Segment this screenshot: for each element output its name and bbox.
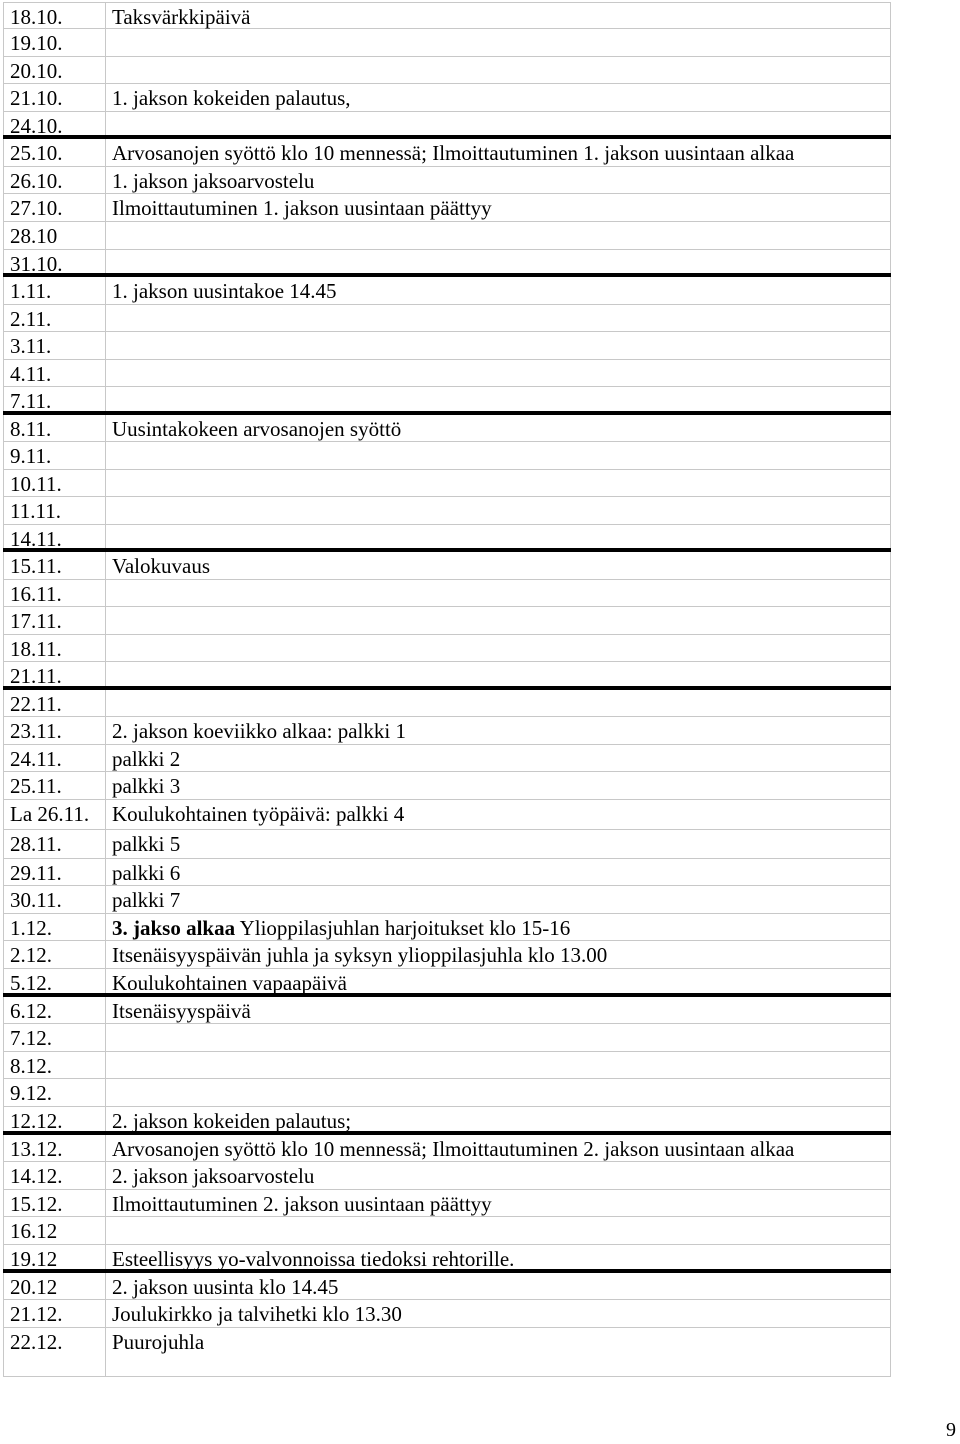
event-cell: 1. jakson uusintakoe 14.45 [106,277,891,304]
table-row [3,277,891,305]
event-cell [106,250,891,273]
table-row [3,1273,891,1300]
date-cell: 21.10. [3,84,106,111]
event-cell [106,470,891,496]
date-cell: 10.11. [3,470,106,496]
table-row [3,859,891,886]
date-cell: 16.11. [3,580,106,606]
date-cell: 11.11. [3,497,106,524]
table-row [3,997,891,1024]
date-cell: 18.10. [3,3,106,28]
event-cell: Arvosanojen syöttö klo 10 mennessä; Ilmoittautuminen 2. jakson uusintaan alkaa [106,1135,891,1161]
event-cell: Esteellisyys yo-valvonnoissa tiedoksi rehtorille. [106,1245,891,1269]
date-cell: 25.10. [3,139,106,166]
table-row [3,886,891,914]
date-cell: 4.11. [3,360,106,386]
event-cell [106,332,891,359]
table-row [3,941,891,969]
table-row [3,1052,891,1079]
event-cell [106,914,891,940]
date-cell: 29.11. [3,859,106,885]
table-row [3,442,891,470]
date-cell: 28.10 [3,222,106,249]
event-cell [106,662,891,686]
date-cell: 28.11. [3,830,106,858]
event-cell [106,690,891,716]
event-cell [106,1217,891,1244]
event-cell [106,635,891,661]
event-cell [106,112,891,135]
event-cell [106,360,891,386]
date-cell: 27.10. [3,194,106,221]
table-row [3,470,891,497]
event-cell [106,525,891,548]
schedule-table [3,2,891,1377]
date-cell: 20.12 [3,1273,106,1299]
event-cell: palkki 7 [106,886,891,913]
table-row [3,1190,891,1217]
table-row [3,914,891,941]
table-row [3,1024,891,1052]
table-row [3,717,891,745]
event-cell: 2. jakson kokeiden palautus; [106,1107,891,1131]
date-cell: 21.11. [3,662,106,686]
event-cell [106,1024,891,1051]
event-cell [106,222,891,249]
table-row [3,690,891,717]
event-cell: Ilmoittautuminen 2. jakson uusintaan päättyy [106,1190,891,1216]
event-cell: Arvosanojen syöttö klo 10 mennessä; Ilmoittautuminen 1. jakson uusintaan alkaa [106,139,891,166]
table-row [3,84,891,112]
date-cell: 31.10. [3,250,106,273]
table-row [3,222,891,250]
event-cell: palkki 3 [106,772,891,799]
table-row [3,387,891,415]
date-cell: 19.12 [3,1245,106,1269]
table-row [3,772,891,800]
date-cell: 15.11. [3,552,106,579]
table-row [3,580,891,607]
date-cell: 23.11. [3,717,106,744]
event-cell: Valokuvaus [106,552,891,579]
table-row [3,1135,891,1162]
date-cell: 3.11. [3,332,106,359]
date-cell: 2.11. [3,305,106,331]
date-cell: 24.10. [3,112,106,135]
event-cell: 1. jakson kokeiden palautus, [106,84,891,111]
date-cell: 24.11. [3,745,106,771]
date-cell: 8.11. [3,415,106,441]
event-cell: Itsenäisyyspäivän juhla ja syksyn ylioppilasjuhla klo 13.00 [106,941,891,968]
event-cell [106,607,891,634]
table-row [3,139,891,167]
table-row [3,1300,891,1328]
date-cell: 1.12. [3,914,106,940]
table-row [3,332,891,360]
table-row [3,112,891,139]
date-cell: 30.11. [3,886,106,913]
date-cell: 12.12. [3,1107,106,1131]
table-row [3,525,891,552]
event-cell: palkki 5 [106,830,891,858]
table-row [3,1107,891,1135]
event-cell [106,305,891,331]
event-cell [106,57,891,83]
date-cell: 22.12. [3,1328,106,1376]
date-cell: 14.11. [3,525,106,548]
event-cell: palkki 6 [106,859,891,885]
event-cell [106,387,891,411]
date-cell: 14.12. [3,1162,106,1189]
table-row [3,305,891,332]
table-row [3,2,891,29]
date-cell: 9.11. [3,442,106,469]
table-row [3,415,891,442]
date-cell: 26.10. [3,167,106,193]
page-number: 9 [946,1419,956,1441]
date-cell: 6.12. [3,997,106,1023]
event-cell [106,1052,891,1078]
date-cell: 25.11. [3,772,106,799]
table-row [3,250,891,277]
event-cell: 2. jakson uusinta klo 14.45 [106,1273,891,1299]
date-cell: 9.12. [3,1079,106,1106]
table-row [3,360,891,387]
date-cell: 7.11. [3,387,106,411]
event-cell [106,497,891,524]
date-cell: 19.10. [3,29,106,56]
date-cell: 18.11. [3,635,106,661]
table-row [3,607,891,635]
date-cell: 7.12. [3,1024,106,1051]
event-cell: Ilmoittautuminen 1. jakson uusintaan päättyy [106,194,891,221]
date-cell: 16.12 [3,1217,106,1244]
table-row [3,745,891,772]
event-cell: 2. jakson koeviikko alkaa: palkki 1 [106,717,891,744]
event-cell [106,580,891,606]
event-cell: Koulukohtainen vapaapäivä [106,969,891,993]
date-cell: 15.12. [3,1190,106,1216]
event-bold-text: 3. jakso alkaa [112,916,236,940]
event-cell: palkki 2 [106,745,891,771]
date-cell: 2.12. [3,941,106,968]
event-cell [106,1079,891,1106]
date-cell: 22.11. [3,690,106,716]
event-text: Ylioppilasjuhlan harjoitukset klo 15-16 [235,916,571,940]
table-row [3,29,891,57]
date-cell: 1.11. [3,277,106,304]
table-row [3,167,891,194]
date-cell: 17.11. [3,607,106,634]
table-row [3,800,891,830]
table-row [3,57,891,84]
date-cell: 5.12. [3,969,106,993]
table-row [3,1079,891,1107]
table-row [3,1162,891,1190]
date-cell: 8.12. [3,1052,106,1078]
table-row [3,1245,891,1273]
date-cell: 13.12. [3,1135,106,1161]
event-cell: Joulukirkko ja talvihetki klo 13.30 [106,1300,891,1327]
table-row [3,1328,891,1377]
table-row [3,662,891,690]
event-cell: 2. jakson jaksoarvostelu [106,1162,891,1189]
date-cell: La 26.11. [3,800,106,829]
table-row [3,1217,891,1245]
event-cell: Taksvärkkipäivä [106,3,891,28]
table-row [3,194,891,222]
event-cell [106,442,891,469]
table-row [3,635,891,662]
event-cell: Puurojuhla [106,1328,891,1376]
table-row [3,830,891,859]
table-row [3,552,891,580]
event-cell: Koulukohtainen työpäivä: palkki 4 [106,800,891,829]
event-cell: Itsenäisyyspäivä [106,997,891,1023]
date-cell: 21.12. [3,1300,106,1327]
table-row [3,969,891,997]
event-cell: Uusintakokeen arvosanojen syöttö [106,415,891,441]
event-cell [106,29,891,56]
table-row [3,497,891,525]
event-cell: 1. jakson jaksoarvostelu [106,167,891,193]
date-cell: 20.10. [3,57,106,83]
